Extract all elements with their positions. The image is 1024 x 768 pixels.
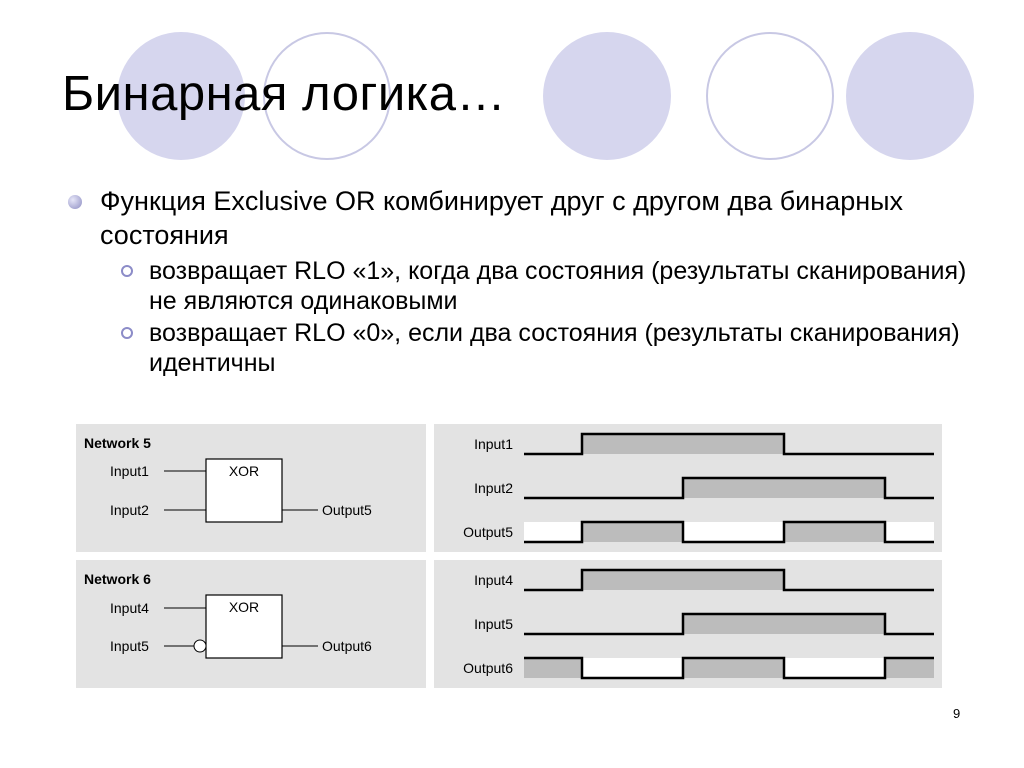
decor-circle-2	[543, 32, 671, 160]
sub-bullet-item	[121, 256, 968, 316]
signal-label: Output5	[463, 524, 513, 540]
sub-bullet-text: возвращает RLO «1», когда два состояния (результаты сканирования) не являются одинаковыми	[149, 257, 967, 315]
signal-high-region	[582, 570, 784, 590]
input-label: Input2	[110, 502, 149, 518]
signal-high-region	[784, 522, 885, 542]
decor-ring-2	[706, 32, 834, 160]
slide-number: 9	[953, 706, 961, 721]
signal-high-region	[683, 478, 885, 498]
slide-title: Бинарная логика…	[62, 67, 506, 121]
timing-panel-5	[434, 424, 942, 552]
signal-high-region	[885, 658, 934, 678]
signal-high-region	[683, 658, 784, 678]
network-6-panel	[76, 560, 426, 688]
signal-label: Input4	[474, 572, 513, 588]
negation-circle-icon	[194, 640, 206, 652]
signal-high-region	[524, 658, 582, 678]
decor-circle-3	[846, 32, 974, 160]
sub-bullet-list	[100, 256, 968, 378]
signal-high-region	[582, 434, 784, 454]
network-5-panel	[76, 424, 426, 552]
input-label: Input1	[110, 463, 149, 479]
xor-block-label: XOR	[228, 599, 260, 615]
network-title: Network 5	[84, 435, 151, 451]
signal-label: Input2	[474, 480, 513, 496]
hollow-bullet-icon	[121, 327, 133, 339]
input-label: Input5	[110, 638, 149, 654]
xor-block-label: XOR	[228, 463, 260, 479]
xor-figure	[76, 424, 942, 688]
output-label: Output5	[322, 502, 372, 518]
network-title: Network 6	[84, 571, 151, 587]
signal-label: Input1	[474, 436, 513, 452]
signal-high-region	[582, 522, 683, 542]
output-label: Output6	[322, 638, 372, 654]
signal-label: Output6	[463, 660, 513, 676]
timing-panel-6	[434, 560, 942, 688]
hollow-bullet-icon	[121, 265, 133, 277]
signal-high-region	[683, 614, 885, 634]
bullet-marker-icon	[68, 195, 82, 209]
signal-label: Input5	[474, 616, 513, 632]
sub-bullet-item	[121, 318, 968, 378]
bullet-text: Функция Exclusive OR комбинирует друг с другом два бинарных состояния	[100, 186, 904, 250]
bullet-item	[68, 184, 968, 378]
bullet-list	[68, 184, 968, 380]
sub-bullet-text: возвращает RLO «0», если два состояния (результаты сканирования) идентичны	[149, 319, 960, 377]
input-label: Input4	[110, 600, 149, 616]
